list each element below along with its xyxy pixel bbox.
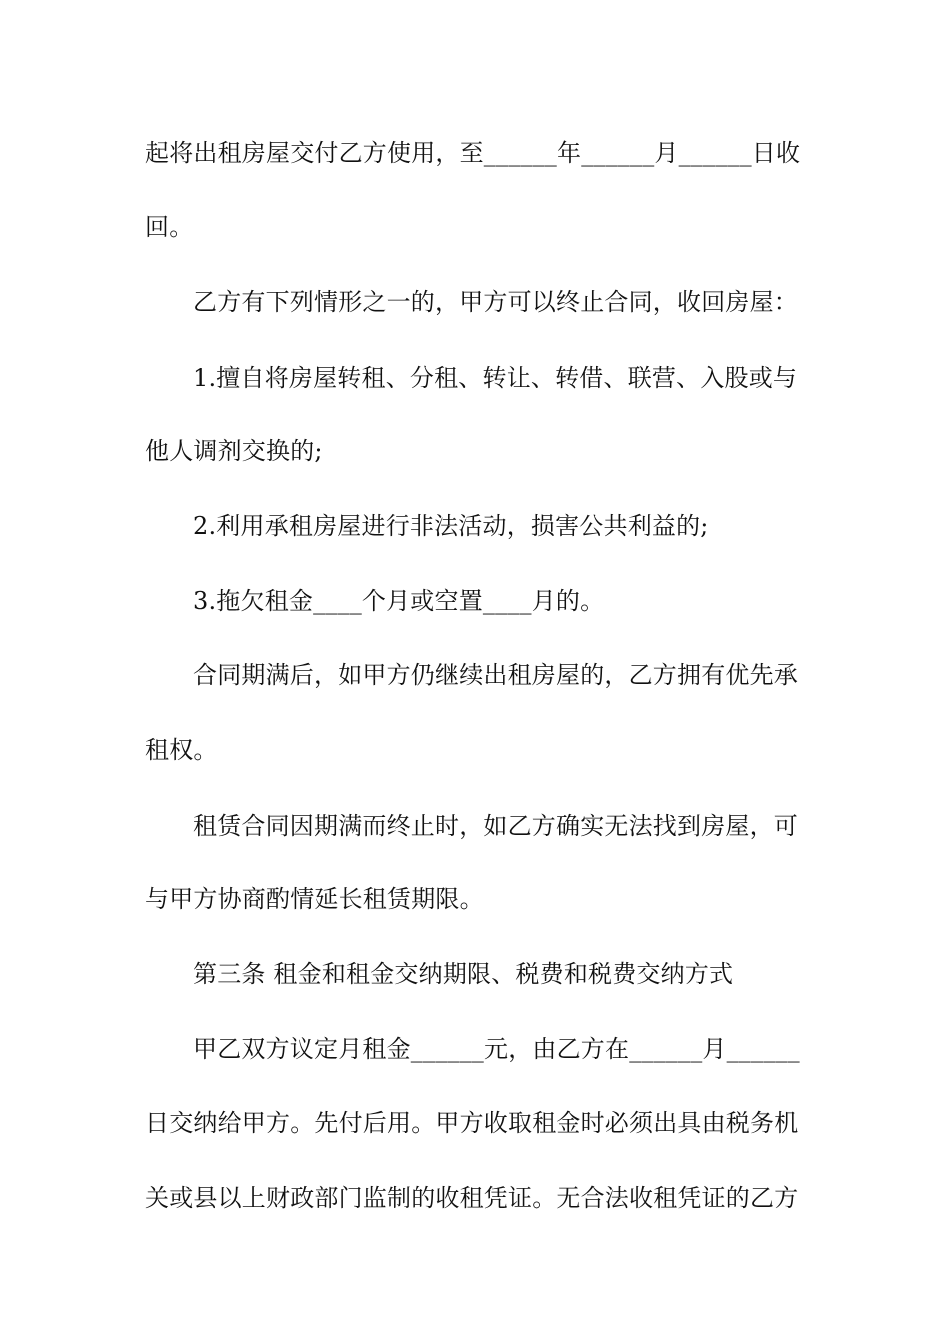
paragraph-line: 他人调剂交换的; <box>145 437 323 465</box>
paragraph-line: 租赁合同因期满而终止时，如乙方确实无法找到房屋，可 <box>193 812 798 840</box>
list-item-2: 2.利用承租房屋进行非法活动，损害公共利益的; <box>193 512 709 540</box>
paragraph-line: 租权。 <box>145 736 218 764</box>
paragraph-line: 关或县以上财政部门监制的收租凭证。无合法收租凭证的乙方 <box>145 1184 799 1212</box>
paragraph-line: 日交纳给甲方。先付后用。甲方收取租金时必须出具由税务机 <box>145 1109 799 1137</box>
section-heading: 第三条 租金和租金交纳期限、税费和税费交纳方式 <box>193 960 734 988</box>
list-item-1: 1.擅自将房屋转租、分租、转让、转借、联营、入股或与 <box>193 364 798 392</box>
paragraph-line: 回。 <box>145 213 194 241</box>
paragraph-line: 起将出租房屋交付乙方使用，至______年______月______日收 <box>145 139 801 167</box>
paragraph-line: 乙方有下列情形之一的，甲方可以终止合同，收回房屋： <box>193 288 798 316</box>
list-item-3: 3.拖欠租金____个月或空置____月的。 <box>193 587 605 615</box>
paragraph-line: 与甲方协商酌情延长租赁期限。 <box>145 885 484 913</box>
paragraph-line: 甲乙双方议定月租金______元，由乙方在______月______ <box>193 1035 800 1063</box>
paragraph-line: 合同期满后，如甲方仍继续出租房屋的，乙方拥有优先承 <box>193 661 798 689</box>
